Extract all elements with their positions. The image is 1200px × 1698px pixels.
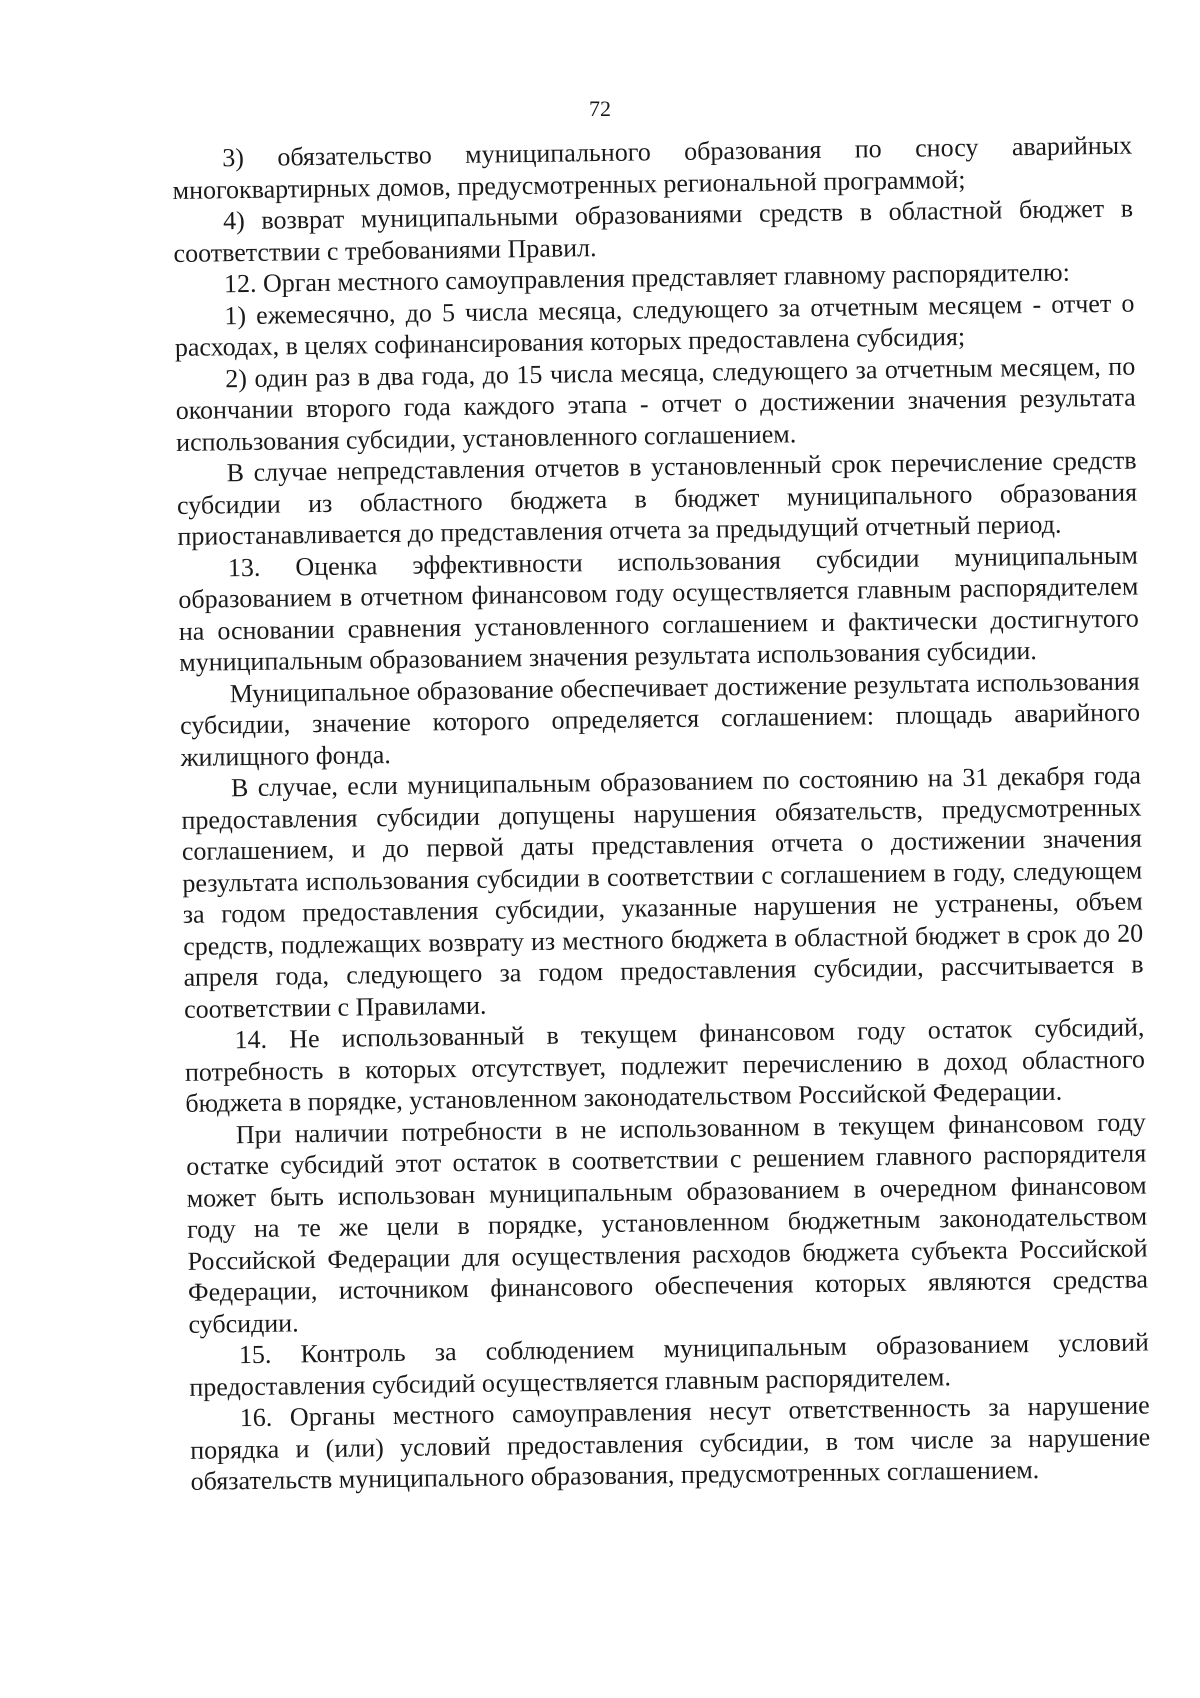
- paragraph-remaining-balance: При наличии потребности в не использованном в текущем финансовом году остатке субсидий этот остаток в соответствии с решением главного распорядителя может быть использован муниципальным образованием в очередном финансовом году на те же цели в порядке, установленном бюджетным законодательством Российской Федерации для осуществления расходов бюджета субъекта Российской Федерации, источником финансового обеспечения которых являются средства субсидии.: [186, 1107, 1149, 1339]
- paragraph-section-16: 16. Органы местного самоуправления несут ответственность за нарушение порядка и (или) условий предоставления субсидии, в том числе за нарушение обязательств муниципального образования, предусмотренных соглашением.: [190, 1390, 1151, 1496]
- paragraph-section-13: 13. Оценка эффективности использования субсидии муниципальным образованием в отчетном финансовом году осуществляется главным распорядителем на основании сравнения установленного соглашением и фактически достигнутого муниципальным образованием значения результата использования субсидии.: [178, 540, 1139, 677]
- paragraph-section-12-item-1: 1) ежемесячно, до 5 числа месяца, следующего за отчетным месяцем - отчет о расходах, в целях софинансирования которых предоставлена субсидия;: [174, 288, 1135, 362]
- document-body: [172, 130, 1151, 1498]
- paragraph-item-3: 3) обязательство муниципального образования по сносу аварийных многоквартирных домов, предусмотренных региональной программой;: [172, 130, 1133, 205]
- page-number: 72: [589, 96, 611, 121]
- paragraph-section-15: 15. Контроль за соблюдением муниципальным образованием условий предоставления субсидий осуществляется главным распорядителем.: [189, 1327, 1150, 1402]
- paragraph-section-12: 12. Орган местного самоуправления представляет главному распорядителю:: [223, 257, 1071, 299]
- paragraph-item-4: 4) возврат муниципальными образованиями средств в областной бюджет в соответствии с требованиями Правил.: [173, 193, 1134, 268]
- paragraph-nonsubmission: В случае непредставления отчетов в установленный срок перечисление средств субсидии из областного бюджета в бюджет муниципального образования приостанавливается до представления отчета за предыдущий отчетный период.: [176, 445, 1138, 551]
- paragraph-section-12-item-2: 2) один раз в два года, до 15 числа месяца, следующего за отчетным месяцем, по окончании второго года каждого этапа - отчет о достижении значения результата использования субсидии, установленного соглашением.: [175, 351, 1136, 457]
- paragraph-section-14: 14. Не использованный в текущем финансовом году остаток субсидий, потребность в которых отсутствует, подлежит перечислению в доход областного бюджета в порядке, установленном законодательством Российской Федерации.: [184, 1012, 1146, 1118]
- paragraph-violations: В случае, если муниципальным образованием по состоянию на 31 декабря года предоставления субсидии допущены нарушения обязательств, предусмотренных соглашением, и до первой даты представления отчета о достижении значения результата использования субсидии в соответствии с соглашением в году, следующем за годом предоставления субсидии, указанные нарушения не устранены, объем средств, подлежащих возврату из местного бюджета в областной бюджет в срок до 20 апреля года, следующего за годом предоставления субсидии, рассчитывается в соответствии с Правилами.: [181, 760, 1144, 1024]
- paragraph-result-indicator: Муниципальное образование обеспечивает достижение результата использования субсидии, значение которого определяется соглашением: площадь аварийного жилищного фонда.: [179, 666, 1141, 772]
